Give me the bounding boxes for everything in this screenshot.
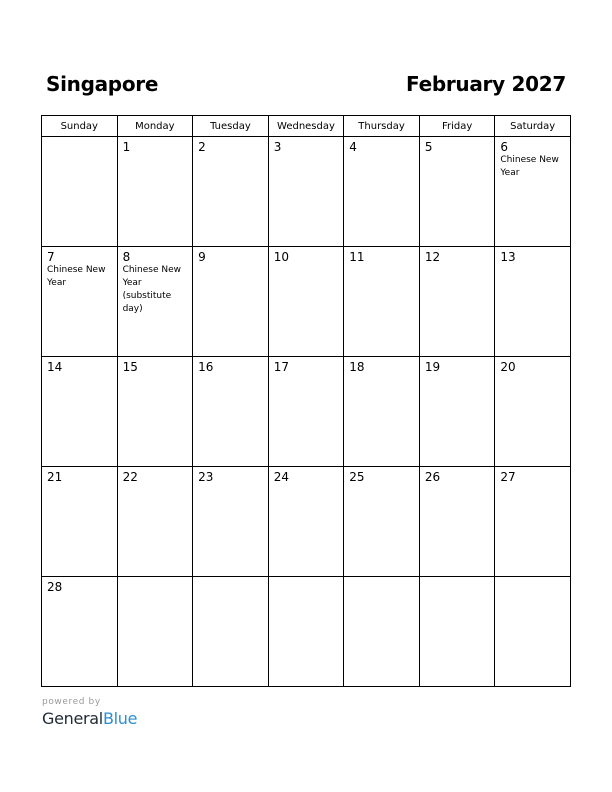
day-number: 26	[424, 470, 441, 484]
day-cell	[42, 577, 118, 687]
day-cell-content	[269, 247, 344, 264]
day-cell	[193, 357, 269, 467]
day-number: 28	[47, 580, 63, 594]
day-cell-content	[118, 357, 193, 374]
day-number: 18	[349, 360, 365, 374]
day-cell-content	[495, 577, 570, 580]
day-cell	[268, 467, 344, 577]
day-number: 8	[122, 250, 131, 264]
day-cell-content	[344, 137, 419, 154]
day-cell	[344, 577, 420, 687]
brand-logo-part2: Blue	[102, 709, 138, 728]
day-number: 11	[349, 250, 365, 264]
day-cell-content	[193, 137, 268, 154]
week-row	[42, 247, 571, 357]
day-cell-content	[118, 137, 193, 154]
day-cell	[419, 357, 495, 467]
day-cell	[193, 137, 269, 247]
day-number: 23	[198, 470, 214, 484]
day-cell	[193, 577, 269, 687]
day-cell	[117, 467, 193, 577]
day-number: 12	[424, 250, 441, 264]
day-cell-content	[118, 247, 193, 316]
country-title: Singapore	[46, 72, 159, 96]
day-cell-content	[269, 577, 344, 580]
day-number: 6	[500, 140, 509, 154]
holiday-label: Chinese New Year	[47, 265, 106, 288]
day-cell	[42, 467, 118, 577]
day-cell	[268, 357, 344, 467]
day-cell	[42, 357, 118, 467]
weekday-header: Saturday	[495, 116, 571, 137]
day-cell-content	[269, 137, 344, 154]
day-cell-content	[344, 357, 419, 374]
day-cell-content	[193, 357, 268, 374]
day-cell	[344, 467, 420, 577]
day-cell	[117, 247, 193, 357]
day-cell-content	[42, 467, 117, 484]
day-cell-content	[420, 467, 495, 484]
footer	[42, 697, 137, 728]
day-number: 15	[122, 360, 138, 374]
weekday-header: Tuesday	[193, 116, 269, 137]
holiday-label: Chinese New Year (substitute day)	[122, 265, 182, 314]
day-cell	[268, 247, 344, 357]
day-cell-content	[495, 137, 570, 180]
weekday-header: Sunday	[42, 116, 118, 137]
calendar-header	[46, 72, 566, 102]
day-number: 7	[47, 250, 55, 264]
day-cell-content	[42, 137, 117, 140]
day-number: 27	[500, 470, 516, 484]
day-cell	[419, 467, 495, 577]
day-cell-content	[42, 357, 117, 374]
day-cell	[268, 577, 344, 687]
day-cell	[495, 357, 571, 467]
day-cell	[117, 357, 193, 467]
day-cell	[268, 137, 344, 247]
week-row	[42, 577, 571, 687]
day-cell	[193, 247, 269, 357]
day-cell	[344, 137, 420, 247]
powered-by-text: powered by	[42, 697, 101, 707]
day-number: 14	[47, 360, 63, 374]
day-number: 22	[122, 470, 138, 484]
day-cell	[193, 467, 269, 577]
day-cell-content	[193, 467, 268, 484]
month-title: February 2027	[406, 72, 566, 96]
day-number: 10	[273, 250, 289, 264]
day-cell-content	[42, 577, 117, 594]
day-number: 24	[273, 470, 289, 484]
day-cell-content	[118, 577, 193, 580]
day-cell	[42, 247, 118, 357]
day-number: 19	[424, 360, 441, 374]
day-number: 21	[47, 470, 63, 484]
weekday-header: Friday	[419, 116, 495, 137]
day-cell-content	[495, 247, 570, 264]
day-cell	[495, 577, 571, 687]
day-cell-content	[344, 577, 419, 580]
day-cell	[419, 137, 495, 247]
brand-logo	[42, 709, 137, 728]
week-row	[42, 467, 571, 577]
day-cell-content	[269, 357, 344, 374]
holiday-label: Chinese New Year	[500, 155, 559, 178]
day-cell	[495, 247, 571, 357]
day-cell-content	[193, 577, 268, 580]
day-cell-content	[495, 357, 570, 374]
week-row	[42, 137, 571, 247]
day-cell	[117, 577, 193, 687]
day-cell	[419, 247, 495, 357]
weekday-header: Wednesday	[268, 116, 344, 137]
day-cell	[42, 137, 118, 247]
day-number: 3	[273, 140, 282, 154]
day-number: 9	[198, 250, 206, 264]
day-cell	[495, 137, 571, 247]
weekday-header: Thursday	[344, 116, 420, 137]
day-cell-content	[42, 247, 117, 290]
day-cell-content	[420, 357, 495, 374]
day-number: 1	[122, 140, 131, 154]
day-number: 16	[198, 360, 214, 374]
day-cell-content	[344, 247, 419, 264]
day-number: 17	[273, 360, 289, 374]
day-cell	[419, 577, 495, 687]
day-number: 25	[349, 470, 365, 484]
weekday-header-row	[42, 116, 571, 137]
weekday-header: Monday	[117, 116, 193, 137]
day-cell-content	[118, 467, 193, 484]
calendar-grid	[41, 115, 571, 687]
day-cell-content	[420, 577, 495, 580]
brand-logo-part1: General	[42, 709, 103, 728]
day-number: 5	[424, 140, 433, 154]
day-cell-content	[420, 247, 495, 264]
day-cell	[344, 357, 420, 467]
day-cell-content	[420, 137, 495, 154]
week-row	[42, 357, 571, 467]
day-cell-content	[344, 467, 419, 484]
day-number: 20	[500, 360, 516, 374]
day-number: 4	[349, 140, 357, 154]
day-cell	[117, 137, 193, 247]
day-number: 2	[198, 140, 206, 154]
day-cell-content	[193, 247, 268, 264]
day-number: 13	[500, 250, 516, 264]
day-cell-content	[495, 467, 570, 484]
day-cell	[495, 467, 571, 577]
day-cell-content	[269, 467, 344, 484]
day-cell	[344, 247, 420, 357]
